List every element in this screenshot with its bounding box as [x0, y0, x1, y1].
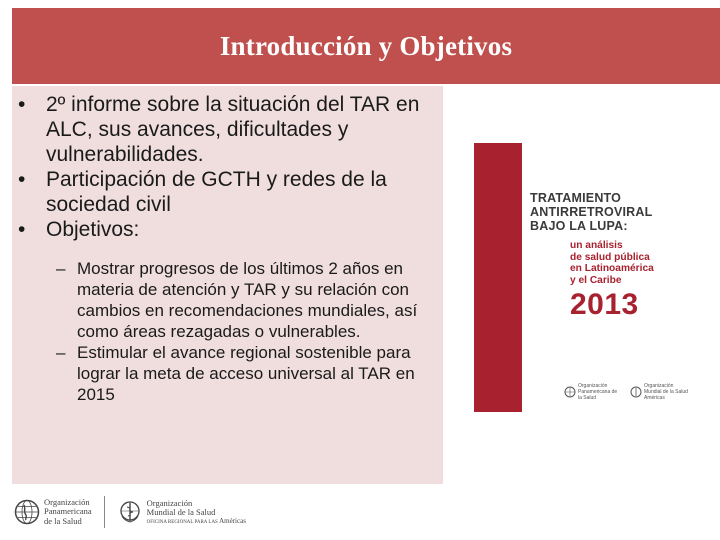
bullet-item — [12, 92, 443, 167]
paho-line: Organización — [44, 496, 90, 507]
bullet-item — [12, 167, 443, 217]
sub-bullet-item — [12, 258, 443, 342]
sub-bullet-text: Mostrar progresos de los últimos 2 años en materia de atención y TAR y su relación con cambios en recomendaciones mundiales, así como áreas rezagadas o vulnerables. — [77, 259, 418, 341]
paho-line: Panamericana — [44, 506, 92, 517]
bullet-text: Participación de GCTH y redes de la sociedad civil — [46, 168, 387, 216]
cover-heading-line: TRATAMIENTO — [530, 191, 622, 205]
sub-bullet-dash: – — [56, 343, 66, 362]
bullet-dot: • — [18, 93, 26, 116]
footer-logos — [14, 492, 246, 532]
report-cover-image — [474, 143, 689, 412]
cover-org-name — [644, 383, 688, 401]
who-logo-text — [147, 499, 246, 518]
cover-stripe — [474, 143, 522, 412]
bullet-item — [12, 217, 443, 242]
who-region-text — [147, 518, 246, 526]
bullet-dot: • — [18, 218, 26, 241]
who-line: Mundial de la Salud — [146, 507, 216, 517]
cover-subheading-line: en Latinoamérica — [570, 263, 654, 274]
paho-logo — [14, 498, 92, 527]
cover-who-logo — [630, 383, 688, 401]
bullet-list — [12, 92, 443, 405]
cover-org-name: Organización Panamericana de la Salud — [578, 383, 618, 401]
paho-globe-icon — [14, 499, 40, 525]
cover-year: 2013 — [570, 288, 639, 321]
cover-heading-line: BAJO LA LUPA: — [530, 219, 628, 233]
who-emblem-icon — [630, 386, 642, 398]
cover-subheading-line: y el Caribe — [570, 274, 622, 286]
who-region-prefix: OFICINA REGIONAL PARA LAS — [146, 519, 218, 525]
who-logo-text-wrap — [147, 499, 246, 526]
bullet-text: Objetivos: — [46, 218, 140, 241]
cover-subheading-line: de salud pública — [570, 251, 650, 263]
cover-org2-label: Organización Mundial de la Salud — [644, 383, 688, 395]
bullet-dot: • — [18, 168, 26, 191]
cover-org-logos — [564, 383, 688, 401]
sub-bullet-text: Estimular el avance regional sostenible para lograr la meta de acceso universal al TAR en 2015 — [77, 343, 415, 404]
sub-bullet-dash: – — [56, 259, 66, 278]
cover-heading-line: ANTIRRETROVIRAL — [530, 205, 653, 219]
paho-logo-text — [44, 498, 92, 527]
slide-title: Introducción y Objetivos — [219, 30, 513, 61]
globe-icon — [564, 386, 576, 398]
logo-divider — [104, 496, 105, 528]
bullet-text: 2º informe sobre la situación del TAR en ALC, sus avances, dificultades y vulnerabilidades. — [46, 93, 420, 166]
title-bar — [12, 8, 720, 84]
content-box — [12, 86, 443, 484]
cover-paho-logo — [564, 383, 622, 401]
who-logo — [117, 499, 246, 526]
cover-subheading-line: un análisis — [570, 240, 623, 251]
cover-heading — [530, 191, 652, 233]
cover-org2-region: Américas — [644, 395, 665, 401]
sub-bullet-item — [12, 342, 443, 405]
paho-line: de la Salud — [44, 515, 82, 526]
cover-subheading — [570, 240, 654, 286]
sub-bullet-list — [12, 258, 443, 405]
who-region: Américas — [219, 516, 246, 525]
who-emblem-icon — [117, 499, 143, 525]
who-line: Organización — [146, 497, 193, 508]
